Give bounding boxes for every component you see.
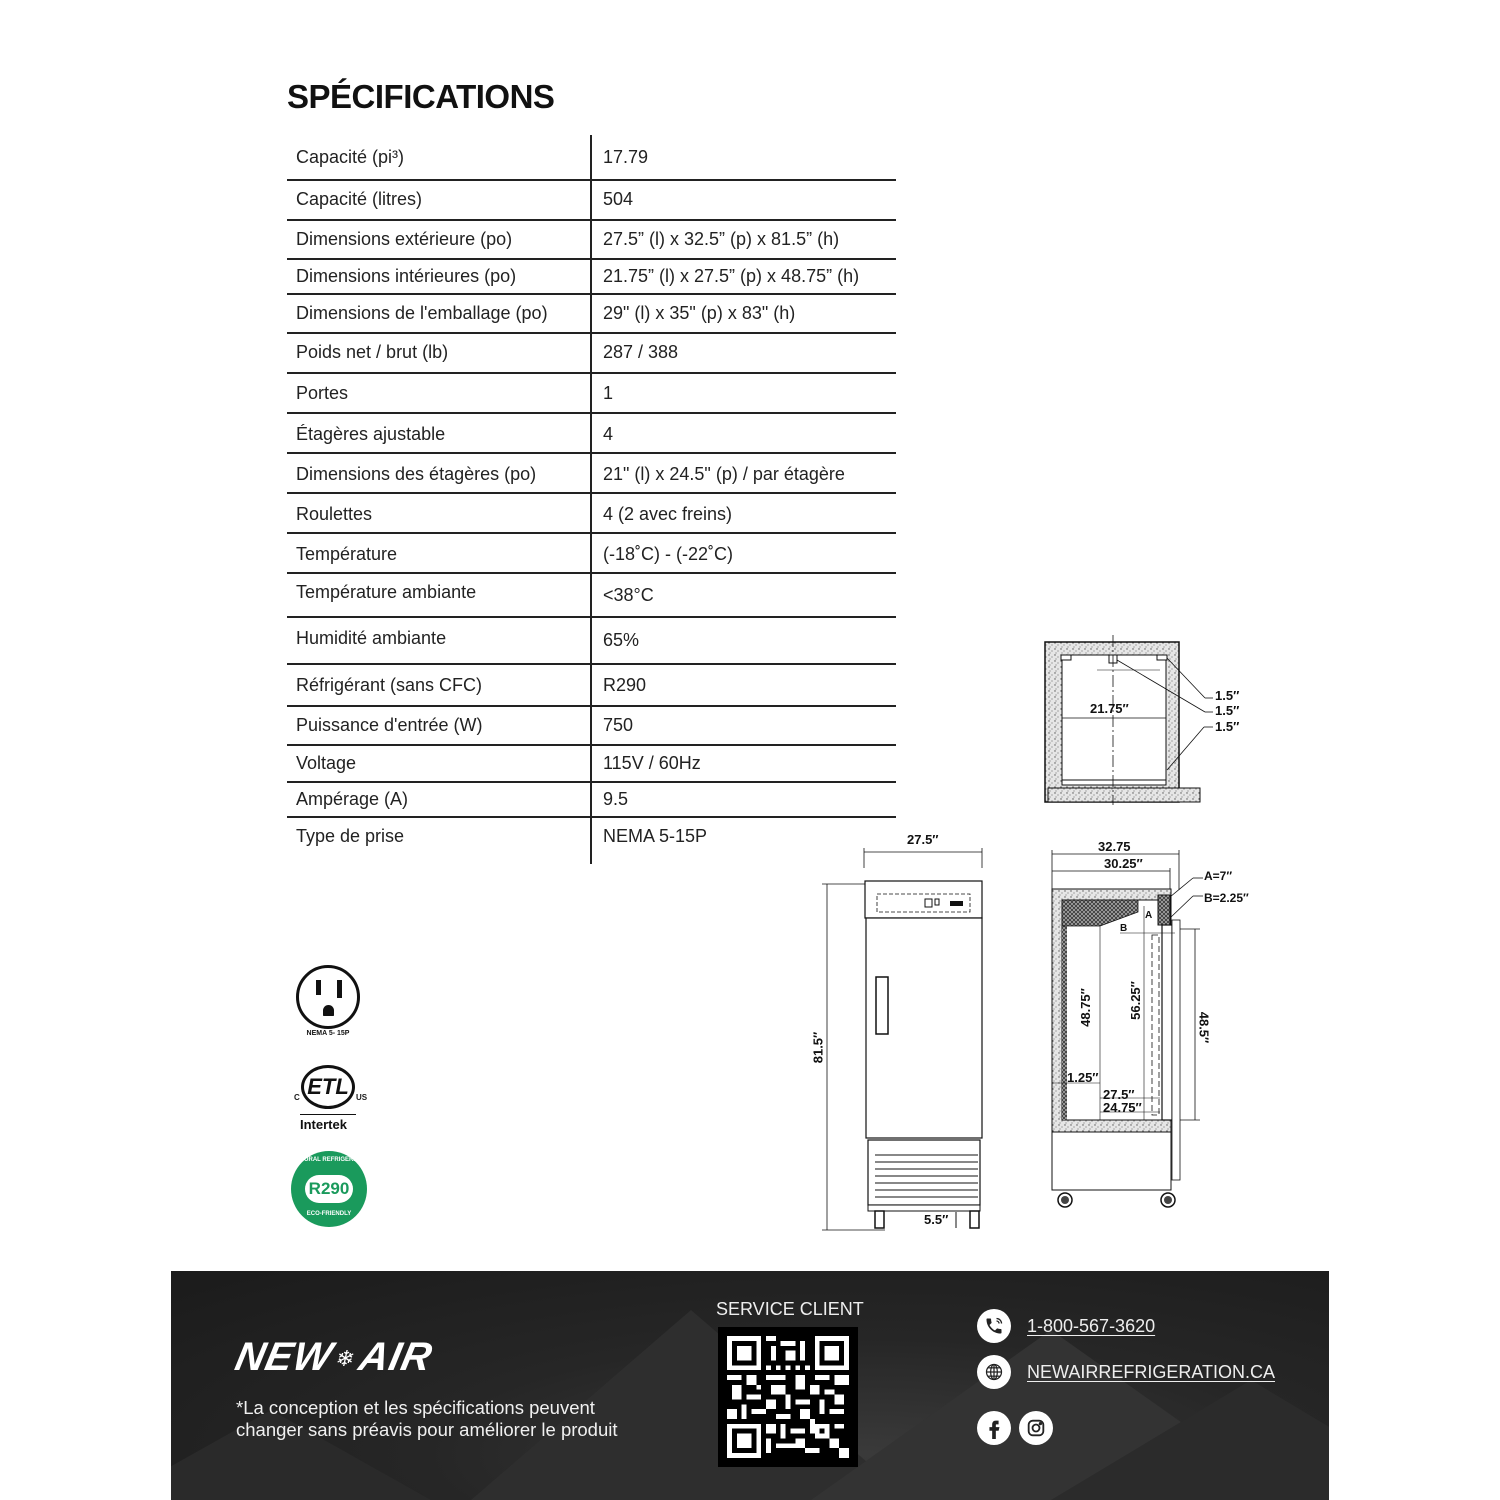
etl-divider	[300, 1114, 356, 1115]
r290-ring-top-text: NATURAL REFRIGERANT	[292, 1157, 366, 1163]
spec-value: 27.5” (l) x 32.5” (p) x 81.5” (h)	[603, 228, 840, 249]
dim-depth-2: 24.75″	[1103, 1100, 1142, 1115]
phone-icon	[977, 1309, 1011, 1343]
spec-row	[287, 135, 896, 180]
dim-front-width: 27.5″	[907, 832, 939, 847]
phone-row	[977, 1309, 1155, 1343]
dim-a-label: A=7″	[1204, 869, 1233, 883]
spec-row	[287, 220, 896, 258]
spec-label: Dimensions extérieure (po)	[296, 228, 513, 249]
spec-value: 1	[603, 382, 614, 403]
spec-label: Capacité (litres)	[296, 189, 423, 209]
disclaimer-text	[236, 1397, 676, 1441]
spec-label: Étagères ajustable	[296, 423, 446, 444]
spec-value: <38°C	[603, 584, 654, 605]
nema-label: NEMA 5- 15P	[306, 1030, 350, 1037]
spec-value: 9.5	[603, 788, 629, 809]
dim-callout-3: 1.5″	[1215, 719, 1240, 734]
etl-c-label: C	[294, 1093, 300, 1102]
dim-door-opening: 48.5″	[1196, 1011, 1212, 1044]
spec-label: Humidité ambiante	[296, 627, 447, 648]
nema-outlet-icon	[296, 965, 360, 1029]
front-view-drawing	[800, 820, 1000, 1240]
spec-value: 21.75” (l) x 27.5” (p) x 48.75” (h)	[603, 265, 860, 286]
spec-row	[287, 617, 896, 663]
page-title: SPÉCIFICATIONS	[287, 78, 555, 115]
spec-row	[287, 180, 896, 219]
dim-callout-2: 1.5″	[1215, 703, 1240, 718]
spec-label: Capacité (pi³)	[296, 147, 405, 167]
dim-b-marker: B	[1120, 923, 1128, 934]
spec-label: Dimensions intérieures (po)	[296, 265, 517, 286]
spec-row	[287, 294, 896, 333]
service-title: SERVICE CLIENT	[716, 1299, 864, 1319]
spec-label: Voltage	[296, 753, 357, 773]
top-view-drawing	[1030, 630, 1270, 810]
spec-label: Température ambiante	[296, 581, 477, 602]
spec-value: 504	[603, 189, 634, 209]
dim-interior-height: 48.75″	[1077, 988, 1093, 1027]
r290-center-text: R290	[305, 1175, 353, 1203]
spec-label: Type de prise	[296, 825, 405, 846]
disclaimer-line-2: changer sans préavis pour améliorer le produit	[236, 1419, 618, 1440]
r290-ring-bottom-text: ECO-FRIENDLY	[306, 1211, 352, 1217]
spec-row	[287, 533, 896, 575]
spec-row	[287, 333, 896, 372]
dim-door-height: 56.25″	[1127, 981, 1143, 1020]
spec-value: 29" (l) x 35" (p) x 83" (h)	[603, 303, 796, 323]
disclaimer-line-1: *La conception et les spécifications peuvent	[236, 1397, 595, 1418]
dim-caster-height: 5.5″	[924, 1212, 949, 1227]
spec-label: Ampérage (A)	[296, 788, 409, 809]
website-row	[977, 1355, 1275, 1389]
dim-inner-depth: 30.25″	[1104, 856, 1143, 871]
r290-badge-icon	[291, 1151, 367, 1227]
spec-value: NEMA 5-15P	[603, 825, 708, 846]
spec-row	[287, 782, 896, 816]
dim-outer-depth: 32.75	[1098, 839, 1131, 854]
instagram-icon[interactable]	[1019, 1411, 1053, 1445]
spec-row	[287, 373, 896, 413]
spec-row	[287, 573, 896, 617]
spec-value: 21" (l) x 24.5" (p) / par étagère	[603, 463, 845, 484]
social-links	[977, 1411, 1053, 1445]
spec-label: Poids net / brut (lb)	[296, 342, 449, 362]
spec-row	[287, 745, 896, 782]
footer-banner	[171, 1271, 1329, 1500]
intertek-label: Intertek	[300, 1117, 347, 1132]
spec-value: 4 (2 avec freins)	[603, 503, 733, 524]
dim-front-height: 81.5″	[810, 1031, 826, 1064]
qr-code[interactable]	[718, 1327, 858, 1467]
etl-us-label: US	[356, 1093, 368, 1102]
dim-callout-1: 1.5″	[1215, 688, 1240, 703]
spec-value: 287 / 388	[603, 342, 679, 362]
phone-link[interactable]: 1-800-567-3620	[1027, 1315, 1156, 1336]
dim-b-label: B=2.25″	[1204, 891, 1249, 905]
spec-value: 4	[603, 423, 614, 444]
globe-icon	[977, 1355, 1011, 1389]
spec-label: Dimensions des étagères (po)	[296, 463, 537, 484]
newair-logo	[231, 1335, 436, 1380]
spec-row	[287, 493, 896, 535]
dim-top-width: 21.75″	[1090, 701, 1129, 716]
spec-row	[287, 664, 896, 706]
side-view-drawing	[1040, 830, 1270, 1220]
spec-value: 115V / 60Hz	[603, 753, 701, 773]
etl-listed-icon: ETL	[301, 1065, 355, 1109]
spec-value: 65%	[603, 629, 640, 650]
spec-label: Dimensions de l'emballage (po)	[296, 303, 548, 323]
spec-row	[287, 706, 896, 745]
dim-a-marker: A	[1145, 910, 1153, 921]
spec-value: R290	[603, 674, 647, 695]
dim-depth-1: 27.5″	[1103, 1087, 1135, 1102]
spec-label: Roulettes	[296, 503, 373, 524]
website-link[interactable]: NEWAIRREFRIGERATION.CA	[1027, 1361, 1276, 1382]
dim-wall-thickness: 1.25″	[1067, 1070, 1099, 1085]
spec-label: Puissance d'entrée (W)	[296, 715, 483, 735]
logo-word-new: NEW	[231, 1335, 338, 1379]
spec-label: Température	[296, 543, 398, 564]
spec-label: Réfrigérant (sans CFC)	[296, 674, 483, 695]
spec-value: (-18˚C) - (-22˚C)	[603, 543, 733, 564]
spec-value: 750	[603, 715, 634, 735]
spec-row	[287, 413, 896, 455]
logo-word-air: AIR	[355, 1335, 437, 1379]
spec-row	[287, 259, 896, 293]
snowflake-icon: ❄	[333, 1346, 359, 1372]
spec-value: 17.79	[603, 147, 649, 167]
spec-row	[287, 453, 896, 495]
spec-label: Portes	[296, 382, 349, 403]
facebook-icon[interactable]	[977, 1411, 1011, 1445]
